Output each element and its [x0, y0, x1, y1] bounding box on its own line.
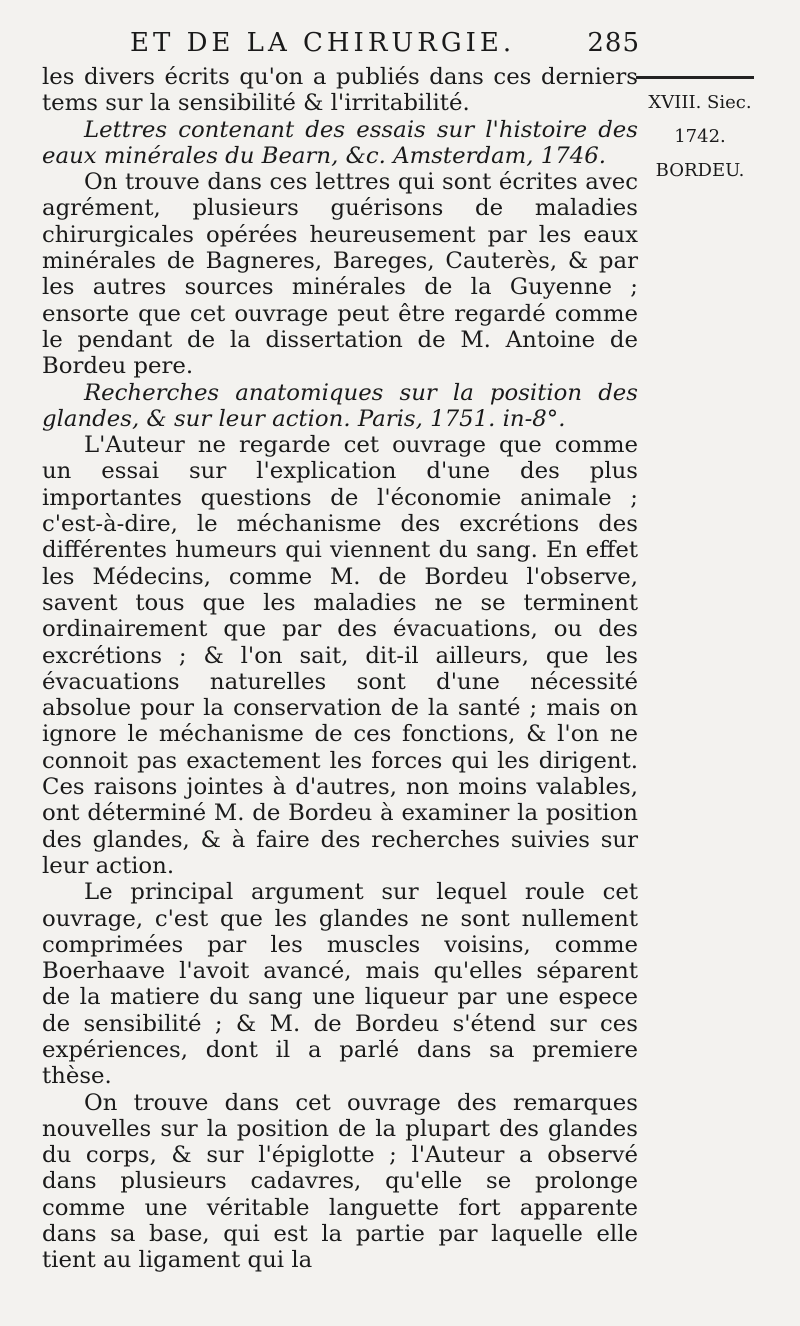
margin-author: BORDEU. — [655, 160, 745, 181]
page-header — [120, 22, 640, 58]
body-text — [42, 64, 638, 1274]
book-title-recherches: Recherches anatomiques sur la position des glandes, & sur leur action. Paris, 1751. in-8°. — [42, 379, 638, 432]
margin-year: 1742. — [674, 126, 726, 147]
book-title-lettres: Lettres contenant des essais sur l'histoire des eaux minérales du Bearn, &c. Amsterdam, 1746. — [42, 116, 638, 169]
paragraph-continuation: les divers écrits qu'on a publiés dans ces derniers tems sur la sensibilité & l'irritabilité. — [42, 64, 638, 117]
paragraph: On trouve dans cet ouvrage des remarques nouvelles sur la position de la plupart des glandes du corps, & sur l'épiglotte ; l'Auteur a observé dans plusieurs cadavres, qu'elle se prolonge comme une véritable languette fort apparente dans sa base, qui est la partie par laquelle elle tient au ligament qui la — [42, 1089, 638, 1274]
margin-rule — [636, 76, 754, 79]
page-number: 285 — [587, 28, 640, 58]
paragraph: On trouve dans ces lettres qui sont écrites avec agrément, plusieurs guérisons de maladies chirurgicales opérées heureusement par les eaux minérales de Bagneres, Bareges, Cauterès, & par les autres sources minérales de la Guyenne ; ensorte que cet ouvrage peut être regardé comme le pendant de la dissertation de M. Antoine de Bordeu pere. — [42, 169, 638, 380]
paragraph: Le principal argument sur lequel roule cet ouvrage, c'est que les glandes ne sont nullement comprimées par les muscles voisins, comme Boerhaave l'avoit avancé, mais qu'elles séparent de la matiere du sang une liqueur par une espece de sensibilité ; & M. de Bordeu s'étend sur ces expériences, dont il a parlé dans sa premiere thèse. — [42, 879, 638, 1090]
paragraph: L'Auteur ne regarde cet ouvrage que comme un essai sur l'explication d'une des plus importantes questions de l'économie animale ; c'est-à-dire, le méchanisme des excrétions des différentes humeurs qui viennent du sang. En effet les Médecins, comme M. de Bordeu l'observe, savent tous que les maladies ne se terminent ordinairement que par des évacuations, ou des excrétions ; & l'on sait, dit-il ailleurs, que les évacuations naturelles sont d'une nécessité absolue pour la conservation de la santé ; mais on ignore le méchanisme de ces fonctions, & l'on ne connoit pas exactement les forces qui les dirigent. Ces raisons jointes à d'autres, non moins valables, ont déterminé M. de Bordeu à examiner la position des glandes, & à faire des recherches suivies sur leur action. — [42, 432, 638, 879]
margin-notes — [630, 86, 770, 188]
running-title: ET DE LA CHIRURGIE. — [130, 28, 516, 58]
margin-century: XVIII. Siec. — [648, 92, 752, 113]
